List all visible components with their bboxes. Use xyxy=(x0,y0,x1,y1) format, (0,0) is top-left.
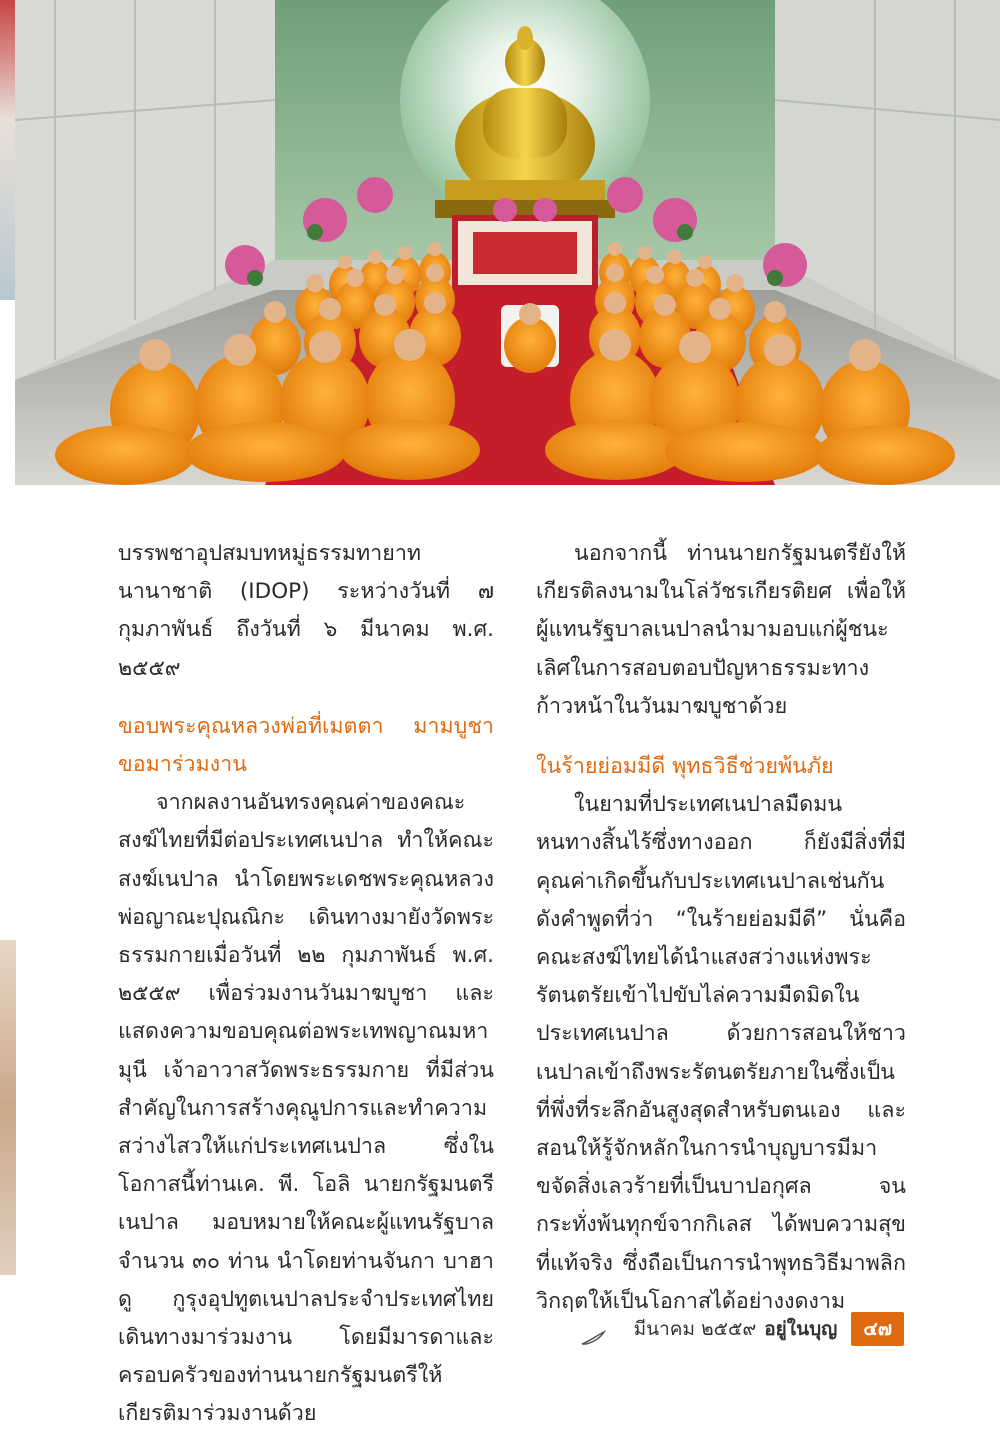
right-column xyxy=(536,535,906,1359)
right-paragraph-2-text: ในยามที่ประเทศเนปาลมืดมนหนทางสิ้นไร้ซึ่งทางออก ก็ยังมีสิ่งที่มีคุณค่าเกิดขึ้นกับประเทศเนปาลเช่นกัน ดังคำพูดที่ว่า “ในร้ายย่อมมีดี” นั่นคือ คณะสงฆ์ไทยได้นำแสงสว่างแห่งพระรัตนตรัยเข้าไปขับไล่ความมืดมิดในประเทศเนปาล ด้วยการสอนให้ชาวเนปาลเข้าถึงพระรัตนตรัยภายในซึ่งเป็นที่พึ่งที่ระลึกอันสูงสุดสำหรับตนเอง และสอนให้รู้จักหลักในการนำบุญบารมีมาขจัดสิ่งเลวร้ายที่เป็นบาปอกุศล จนกระทั่งพ้นทุกข์จากกิเลส ได้พบความสุขที่แท้จริง ซึ่งถือเป็นการนำพุทธวิธีมาพลิกวิกฤตให้เป็นโอกาสได้อย่างงดงาม xyxy=(536,792,906,1314)
ceremony-photo xyxy=(15,0,1000,485)
left-paragraph-1: บรรพชาอุปสมบทหมู่ธรรมทายาทนานาชาติ (IDOP) ระหว่างวันที่ ๗ กุมภาพันธ์ ถึงวันที่ ๖ มีนาคม พ.ศ. ๒๕๕๙ xyxy=(118,541,494,681)
adjacent-page-edge-top xyxy=(0,0,16,300)
feather-pen-icon xyxy=(542,1321,606,1359)
left-section-heading: ขอบพระคุณหลวงพ่อที่เมตตา มามบูชาขอมาร่วมงาน xyxy=(118,713,494,778)
page-number: ๔๗ xyxy=(851,1312,904,1346)
magazine-title: อยู่ในบุญ xyxy=(764,1318,838,1340)
adjacent-page-edge-bottom xyxy=(0,940,16,1275)
right-paragraph-2 xyxy=(536,786,906,1359)
issue-date: มีนาคม ๒๕๕๙ xyxy=(633,1318,757,1340)
left-paragraph-2: จากผลงานอันทรงคุณค่าของคณะสงฆ์ไทยที่มีต่อประเทศเนปาล ทำให้คณะสงฆ์เนปาล นำโดยพระเดชพระคุณหลวงพ่อญาณะปุณณิกะ เดินทางมายังวัดพระธรรมกายเมื่อวันที่ ๒๒ กุมภาพันธ์ พ.ศ. ๒๕๕๙ เพื่อร่วมงานวันมาฆบูชา และแสดงความขอบคุณต่อพระเทพญาณมหามุนี เจ้าอาวาสวัดพระธรรมกาย ที่มีส่วนสำคัญในการสร้างคุณูปการและทำความสว่างไสวให้แก่ประเทศเนปาล ซึ่งในโอกาสนี้ท่านเค. พี. โอลิ นายกรัฐมนตรีเนปาล มอบหมายให้คณะผู้แทนรัฐบาลจำนวน ๓๐ ท่าน นำโดยท่านจันกา บาฮาดู กูรุงอุปทูตเนปาลประจำประเทศไทย เดินทางมาร่วมงาน โดยมีมารดาและครอบครัวของท่านนายกรัฐมนตรีให้เกียรติมาร่วมงานด้วย xyxy=(118,790,494,1427)
page-footer xyxy=(634,1312,904,1346)
right-section-heading: ในร้ายย่อมมีดี พุทธวิธีช่วยพ้นภัย xyxy=(536,754,834,780)
left-column xyxy=(118,535,494,1434)
right-paragraph-1: นอกจากนี้ ท่านนายกรัฐมนตรียังให้เกียรติลงนามในโล่วัชรเกียรติยศ เพื่อให้ผู้แทนรัฐบาลเนปาลนำมามอบแก่ผู้ชนะเลิศในการสอบตอบปัญหาธรรมะทางก้าวหน้าในวันมาฆบูชาด้วย xyxy=(536,541,906,719)
